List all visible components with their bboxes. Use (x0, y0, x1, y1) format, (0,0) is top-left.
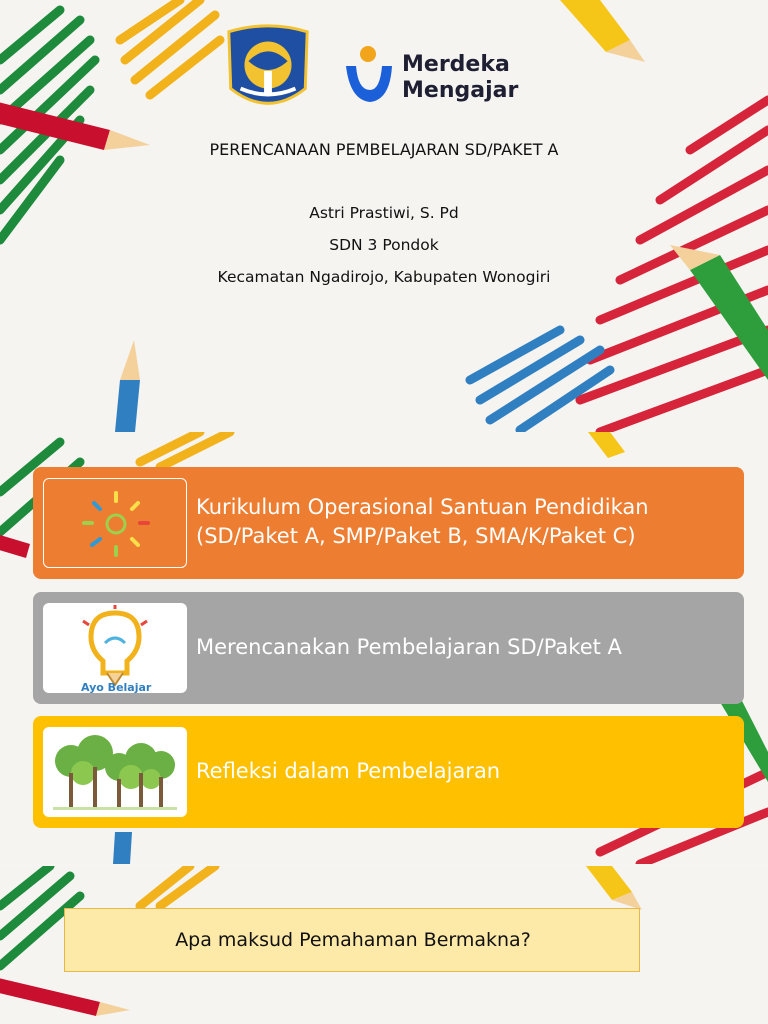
card-merencanakan[interactable] (33, 592, 744, 704)
card-refleksi[interactable] (33, 716, 744, 828)
question-box (64, 908, 640, 972)
thumbnail-caption: Ayo Belajar (81, 681, 152, 693)
card-thumbnail (43, 727, 187, 817)
card-title: Refleksi dalam Pembelajaran (196, 759, 501, 783)
author-name: Astri Prastiwi, S. Pd (309, 204, 459, 222)
title-slide (0, 0, 768, 432)
card-title-line-1: Kurikulum Operasional Santuan Pendidikan (196, 495, 649, 519)
question-slide (0, 866, 768, 1024)
card-title-line-2: (SD/Paket A, SMP/Paket B, SMA/K/Paket C) (196, 524, 636, 548)
yellow-pencil-top (560, 0, 645, 62)
card-thumbnail (43, 603, 187, 693)
menu-slide (0, 432, 768, 864)
brand-line-1: Merdeka (402, 52, 510, 77)
school-name: SDN 3 Pondok (329, 236, 439, 254)
lightbulb-icon (43, 603, 187, 693)
tut-wuri-handayani-emblem (219, 20, 317, 118)
brand-line-2: Mengajar (402, 78, 519, 103)
question-text: Apa maksud Pemahaman Bermakna? (175, 929, 531, 951)
card-title: Merencanakan Pembelajaran SD/Paket A (196, 635, 622, 659)
card-title (196, 493, 649, 551)
page-title: PERENCANAAN PEMBELAJARAN SD/PAKET A (209, 140, 559, 159)
school-location: Kecamatan Ngadirojo, Kabupaten Wonogiri (217, 268, 551, 286)
merdeka-mengajar-logo-icon (340, 44, 396, 112)
blue-pencil-left (115, 340, 140, 432)
trees-icon (43, 727, 187, 817)
sun-icon (44, 479, 187, 568)
merdeka-mengajar-wordmark (402, 52, 518, 104)
card-kurikulum[interactable] (33, 467, 744, 579)
card-thumbnail (43, 478, 187, 568)
